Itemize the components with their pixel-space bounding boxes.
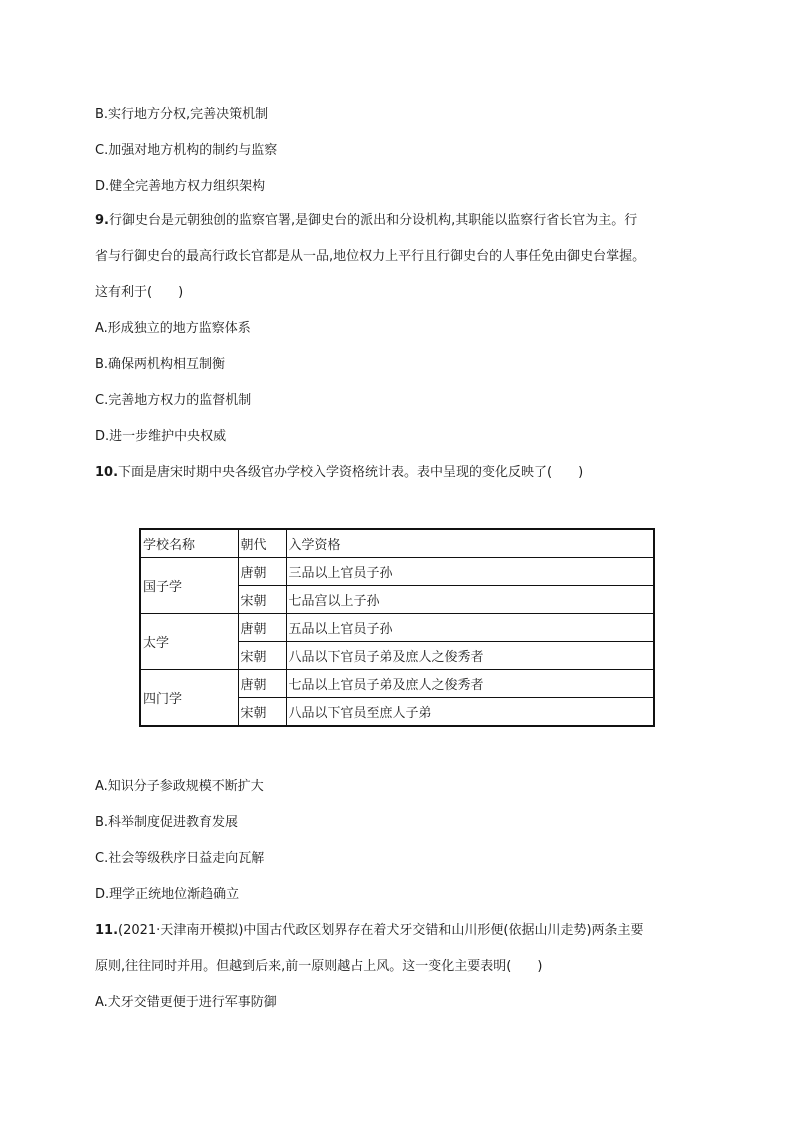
question-10-stem [95, 464, 583, 482]
question-text: 下面是唐宋时期中央各级官办学校入学资格统计表。表中呈现的变化反映了( ) [118, 465, 584, 480]
question-number: 10. [95, 465, 119, 480]
question-11-line-2: 原则,往往同时并用。但越到后来,前一原则越占上风。这一变化主要表明( ) [95, 959, 543, 974]
school-cell: 国子学 [140, 558, 238, 614]
q9-option-b: B.确保两机构相互制衡 [95, 357, 226, 372]
question-11-line-1 [95, 922, 644, 940]
option-c: C.加强对地方机构的制约与监察 [95, 143, 278, 158]
qualification-cell: 八品以下官员子弟及庶人之俊秀者 [286, 642, 654, 670]
q11-option-a: A.犬牙交错更便于进行军事防御 [95, 995, 277, 1010]
option-d: D.健全完善地方权力组织架构 [95, 179, 266, 194]
q9-option-c: C.完善地方权力的监督机制 [95, 393, 252, 408]
qualification-cell: 八品以下官员至庶人子弟 [286, 698, 654, 727]
table-header-row [140, 529, 654, 558]
header-school: 学校名称 [140, 529, 238, 558]
school-cell: 四门学 [140, 670, 238, 727]
question-9-line-2: 省与行御史台的最高行政长官都是从一品,地位权力上平行且行御史台的人事任免由御史台掌握。 [95, 249, 646, 264]
question-9-line-3: 这有利于( ) [95, 285, 184, 300]
question-number: 9. [95, 213, 109, 228]
question-9-line-1 [95, 212, 637, 230]
q10-option-b: B.科举制度促进教育发展 [95, 815, 239, 830]
dynasty-cell: 唐朝 [238, 670, 286, 698]
question-text: (2021·天津南开模拟)中国古代政区划界存在着犬牙交错和山川形便(依据山川走势)两条主要 [118, 923, 644, 938]
qualification-cell: 七品宫以上子孙 [286, 586, 654, 614]
table-row [140, 614, 654, 642]
q9-option-d: D.进一步维护中央权威 [95, 429, 227, 444]
qualification-cell: 五品以上官员子孙 [286, 614, 654, 642]
admission-table [139, 528, 655, 727]
qualification-cell: 七品以上官员子弟及庶人之俊秀者 [286, 670, 654, 698]
question-text: 行御史台是元朝独创的监察官署,是御史台的派出和分设机构,其职能以监察行省长官为主。行 [108, 213, 638, 228]
qualification-cell: 三品以上官员子孙 [286, 558, 654, 586]
header-qualification: 入学资格 [286, 529, 654, 558]
dynasty-cell: 唐朝 [238, 558, 286, 586]
question-number: 11. [95, 923, 119, 938]
dynasty-cell: 宋朝 [238, 698, 286, 727]
q10-option-a: A.知识分子参政规模不断扩大 [95, 779, 264, 794]
option-b: B.实行地方分权,完善决策机制 [95, 107, 269, 122]
dynasty-cell: 宋朝 [238, 642, 286, 670]
dynasty-cell: 宋朝 [238, 586, 286, 614]
header-dynasty: 朝代 [238, 529, 286, 558]
table-row [140, 670, 654, 698]
q10-option-c: C.社会等级秩序日益走向瓦解 [95, 851, 265, 866]
dynasty-cell: 唐朝 [238, 614, 286, 642]
q10-option-d: D.理学正统地位渐趋确立 [95, 887, 240, 902]
table-row [140, 558, 654, 586]
q9-option-a: A.形成独立的地方监察体系 [95, 321, 251, 336]
school-cell: 太学 [140, 614, 238, 670]
